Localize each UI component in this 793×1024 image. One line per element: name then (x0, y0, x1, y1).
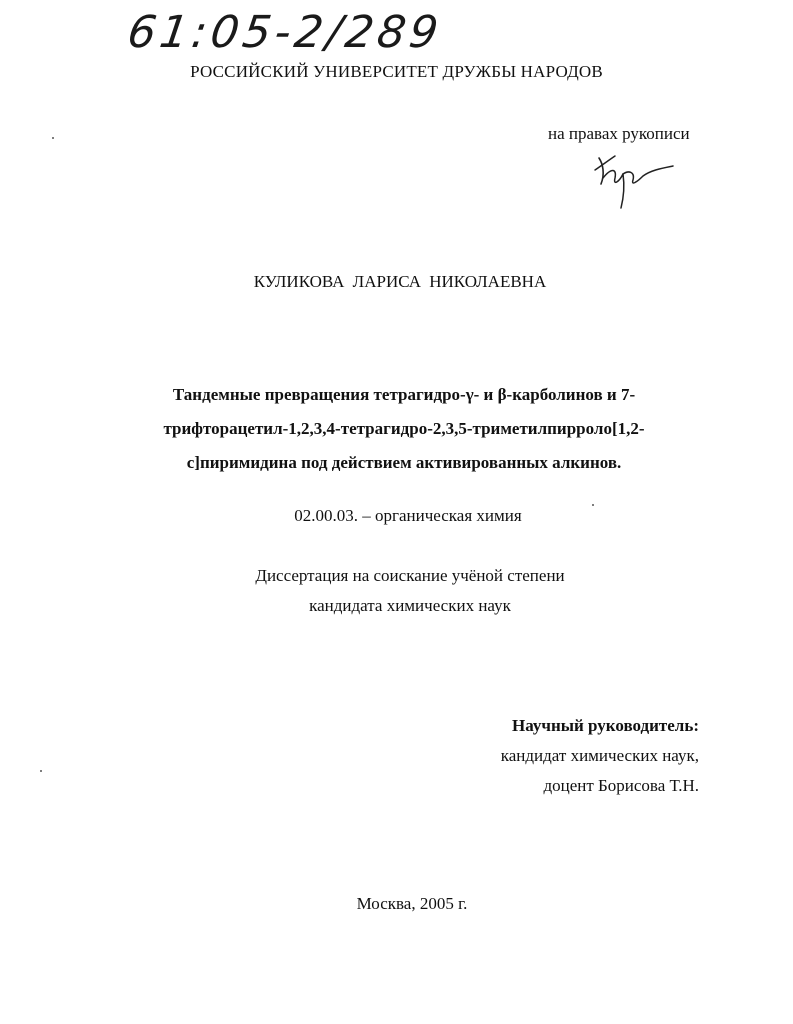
author-name: КУЛИКОВА ЛАРИСА НИКОЛАЕВНА (253, 272, 547, 291)
scan-speck (592, 504, 594, 506)
supervisor-label: Научный руководитель: (512, 716, 699, 735)
supervisor-degree: кандидат химических наук, (500, 746, 699, 765)
title-line: трифторацетил-1,2,3,4-тетрагидро-2,3,5-триметилпирроло[1,2- (163, 419, 645, 438)
city-and-year: Москва, 2005 г. (356, 894, 468, 913)
degree-line: кандидата химических наук (309, 596, 511, 615)
rights-note: на правах рукописи (548, 124, 690, 143)
scan-speck (52, 137, 54, 139)
handwritten-signature-icon (585, 148, 685, 210)
supervisor-name: доцент Борисова Т.Н. (543, 776, 699, 795)
archive-shelf-code: 61:05-2/289 (124, 7, 446, 58)
dissertation-title (120, 378, 688, 480)
scan-speck (40, 770, 42, 772)
degree-line: Диссертация на соискание учёной степени (255, 566, 565, 585)
university-name: РОССИЙСКИЙ УНИВЕРСИТЕТ ДРУЖБЫ НАРОДОВ (190, 62, 603, 81)
title-line: c]пиримидина под действием активированных алкинов. (186, 453, 622, 472)
title-line: Тандемные превращения тетрагидро-γ- и β-карболинов и 7- (172, 385, 636, 404)
specialty-code: 02.00.03. – органическая химия (294, 506, 522, 525)
